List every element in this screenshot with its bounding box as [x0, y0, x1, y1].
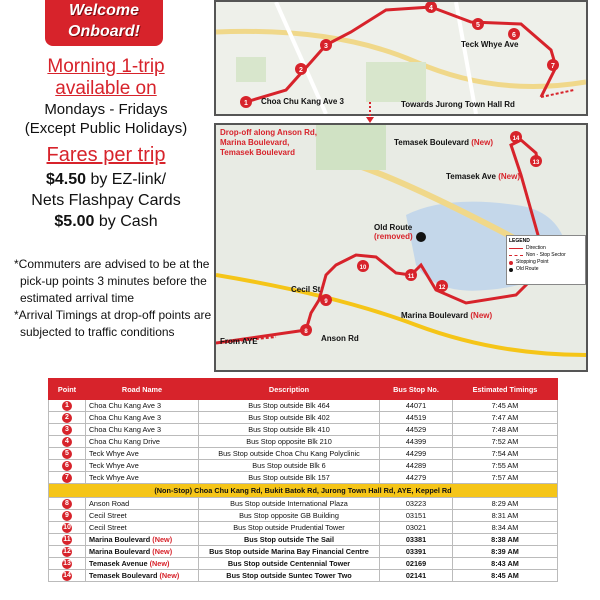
cell-desc: Bus Stop outside Centennial Tower [199, 558, 380, 570]
note-advise: *Commuters are advised to be at the pick-up points 3 minutes before the estimated arrival time [14, 257, 210, 305]
ez-fare: $4.50 by EZ-link/ [45, 171, 167, 188]
table-row [49, 498, 558, 510]
map-label-cck: Choa Chu Kang Ave 3 [261, 97, 344, 106]
cell-stop: 03381 [380, 534, 453, 546]
svg-text:7: 7 [551, 63, 555, 70]
legend-nonstop: Non - Stop Sector [509, 252, 583, 259]
cell-road: Anson Road [86, 498, 199, 510]
table-row [49, 436, 558, 448]
svg-text:10: 10 [359, 265, 367, 271]
except-text: (Except Public Holidays) [24, 120, 188, 137]
dropoff-title: Drop-off along Anson Rd, Marina Boulevard, Temasek Boulevard [220, 128, 318, 157]
cell-road: Cecil Street [86, 522, 199, 534]
svg-text:3: 3 [324, 43, 328, 50]
cell-desc: Bus Stop outside Marina Bay Financial Centre [199, 546, 380, 558]
cell-time: 8:38 AM [453, 534, 558, 546]
cell-desc: Bus Stop outside Blk 464 [199, 400, 380, 412]
table-row [49, 460, 558, 472]
header-desc: Description [199, 379, 380, 400]
table-row [49, 448, 558, 460]
cell-time: 8:31 AM [453, 510, 558, 522]
table-row [49, 424, 558, 436]
table-row [49, 546, 558, 558]
cell-point: 14 [49, 570, 86, 582]
cell-road: Marina Boulevard (New) [86, 546, 199, 558]
map-label-anson: Anson Rd [321, 334, 359, 343]
nonstop-row [49, 484, 558, 498]
cell-point: 6 [49, 460, 86, 472]
cell-point: 4 [49, 436, 86, 448]
table-row [49, 472, 558, 484]
connector-arrow [365, 102, 375, 124]
welcome-banner [45, 0, 163, 46]
cell-road: Teck Whye Ave [86, 448, 199, 460]
cell-point: 10 [49, 522, 86, 534]
cell-stop: 44299 [380, 448, 453, 460]
svg-text:11: 11 [407, 274, 415, 280]
map-label-temasek-ave: Temasek Ave (New) [446, 172, 520, 181]
cell-desc: Bus Stop outside Suntec Tower Two [199, 570, 380, 582]
note-arrival: *Arrival Timings at drop-off points are subjected to traffic conditions [14, 308, 212, 339]
cell-desc: Bus Stop outside International Plaza [199, 498, 380, 510]
svg-text:14: 14 [512, 136, 520, 142]
cell-road: Choa Chu Kang Ave 3 [86, 400, 199, 412]
cell-desc: Bus Stop opposite GB Building [199, 510, 380, 522]
cell-point: 7 [49, 472, 86, 484]
cell-desc: Bus Stop outside Prudential Tower [199, 522, 380, 534]
cell-time: 7:57 AM [453, 472, 558, 484]
fares-heading: Fares per trip [46, 144, 166, 166]
cell-desc: Bus Stop outside The Sail [199, 534, 380, 546]
cell-stop: 03223 [380, 498, 453, 510]
dropoff-map [214, 123, 588, 372]
cell-road: Teck Whye Ave [86, 460, 199, 472]
cell-time: 7:47 AM [453, 412, 558, 424]
table-row [49, 570, 558, 582]
cell-stop: 44399 [380, 436, 453, 448]
map-label-aye: From AYE [220, 337, 258, 346]
cell-time: 7:54 AM [453, 448, 558, 460]
svg-text:9: 9 [324, 299, 328, 305]
map-label-old-route: Old Route (removed) [374, 223, 413, 241]
cell-desc: Bus Stop outside Blk 410 [199, 424, 380, 436]
cell-stop: 03151 [380, 510, 453, 522]
cash-fare: $5.00 by Cash [54, 213, 158, 230]
welcome-text: Welcome Onboard! [68, 2, 140, 40]
timetable [48, 378, 558, 582]
cell-point: 11 [49, 534, 86, 546]
map-label-jurong: Towards Jurong Town Hall Rd [401, 100, 515, 109]
cell-desc: Bus Stop outside Blk 157 [199, 472, 380, 484]
cell-time: 7:45 AM [453, 400, 558, 412]
cell-point: 3 [49, 424, 86, 436]
table-body-pickup [49, 400, 558, 484]
map-label-cecil: Cecil St [291, 285, 321, 294]
cell-point: 9 [49, 510, 86, 522]
cell-stop: 02141 [380, 570, 453, 582]
table-row [49, 534, 558, 546]
cell-point: 1 [49, 400, 86, 412]
days-text: Mondays - Fridays [44, 101, 168, 118]
cell-road: Temasek Avenue (New) [86, 558, 199, 570]
table-row [49, 558, 558, 570]
cell-time: 7:48 AM [453, 424, 558, 436]
cell-time: 7:55 AM [453, 460, 558, 472]
cell-point: 5 [49, 448, 86, 460]
map-label-teck: Teck Whye Ave [461, 40, 519, 49]
cell-road: Marina Boulevard (New) [86, 534, 199, 546]
svg-text:12: 12 [438, 285, 446, 291]
table-header [49, 379, 558, 400]
legend-direction: Direction [509, 245, 583, 252]
svg-text:1: 1 [244, 100, 248, 107]
cell-road: Choa Chu Kang Ave 3 [86, 424, 199, 436]
table-row [49, 412, 558, 424]
svg-text:6: 6 [512, 32, 516, 39]
header-time: Estimated Timings [453, 379, 558, 400]
cell-road: Teck Whye Ave [86, 472, 199, 484]
table-row [49, 400, 558, 412]
notes [14, 256, 214, 341]
pickup-map [214, 0, 588, 116]
cell-point: 8 [49, 498, 86, 510]
cell-time: 8:29 AM [453, 498, 558, 510]
map-label-marina: Marina Boulevard (New) [401, 311, 493, 320]
cell-time: 8:43 AM [453, 558, 558, 570]
table-row [49, 510, 558, 522]
svg-text:8: 8 [304, 329, 308, 335]
cell-desc: Bus Stop outside Blk 6 [199, 460, 380, 472]
cell-stop: 03021 [380, 522, 453, 534]
svg-text:13: 13 [532, 160, 540, 166]
svg-text:2: 2 [299, 67, 303, 74]
old-route-point [416, 232, 426, 242]
cell-time: 8:39 AM [453, 546, 558, 558]
cell-point: 12 [49, 546, 86, 558]
legend-title: LEGEND [509, 238, 530, 244]
cell-stop: 44529 [380, 424, 453, 436]
table-row [49, 522, 558, 534]
header-stop: Bus Stop No. [380, 379, 453, 400]
info-panel [0, 56, 212, 232]
table-body-dropoff [49, 498, 558, 582]
svg-text:4: 4 [429, 5, 433, 12]
morning-heading-1: Morning 1-trip [47, 56, 165, 77]
cell-stop: 44071 [380, 400, 453, 412]
map-label-temasek-blvd: Temasek Boulevard (New) [394, 138, 494, 147]
cell-stop: 02169 [380, 558, 453, 570]
nets-fare: Nets Flashpay Cards [31, 192, 181, 209]
svg-text:5: 5 [476, 22, 480, 29]
cell-time: 8:45 AM [453, 570, 558, 582]
cell-road: Cecil Street [86, 510, 199, 522]
map-legend [506, 235, 586, 285]
cell-stop: 44289 [380, 460, 453, 472]
legend-stopping: Stopping Point [509, 259, 583, 266]
cell-road: Choa Chu Kang Ave 3 [86, 412, 199, 424]
header-road: Road Name [86, 379, 199, 400]
cell-stop: 03391 [380, 546, 453, 558]
morning-heading-2: available on [55, 78, 157, 99]
cell-desc: Bus Stop outside Blk 402 [199, 412, 380, 424]
cell-stop: 44519 [380, 412, 453, 424]
cell-desc: Bus Stop outside Choa Chu Kang Polyclinic [199, 448, 380, 460]
header-point: Point [49, 379, 86, 400]
cell-desc: Bus Stop opposite Blk 210 [199, 436, 380, 448]
cell-point: 13 [49, 558, 86, 570]
cell-road: Choa Chu Kang Drive [86, 436, 199, 448]
cell-point: 2 [49, 412, 86, 424]
cell-time: 7:52 AM [453, 436, 558, 448]
legend-old: Old Route [509, 266, 583, 273]
cell-time: 8:34 AM [453, 522, 558, 534]
cell-road: Temasek Boulevard (New) [86, 570, 199, 582]
nonstop-text: (Non-Stop) Choa Chu Kang Rd, Bukit Batok Rd, Jurong Town Hall Rd, AYE, Keppel Rd [49, 484, 558, 498]
cell-stop: 44279 [380, 472, 453, 484]
